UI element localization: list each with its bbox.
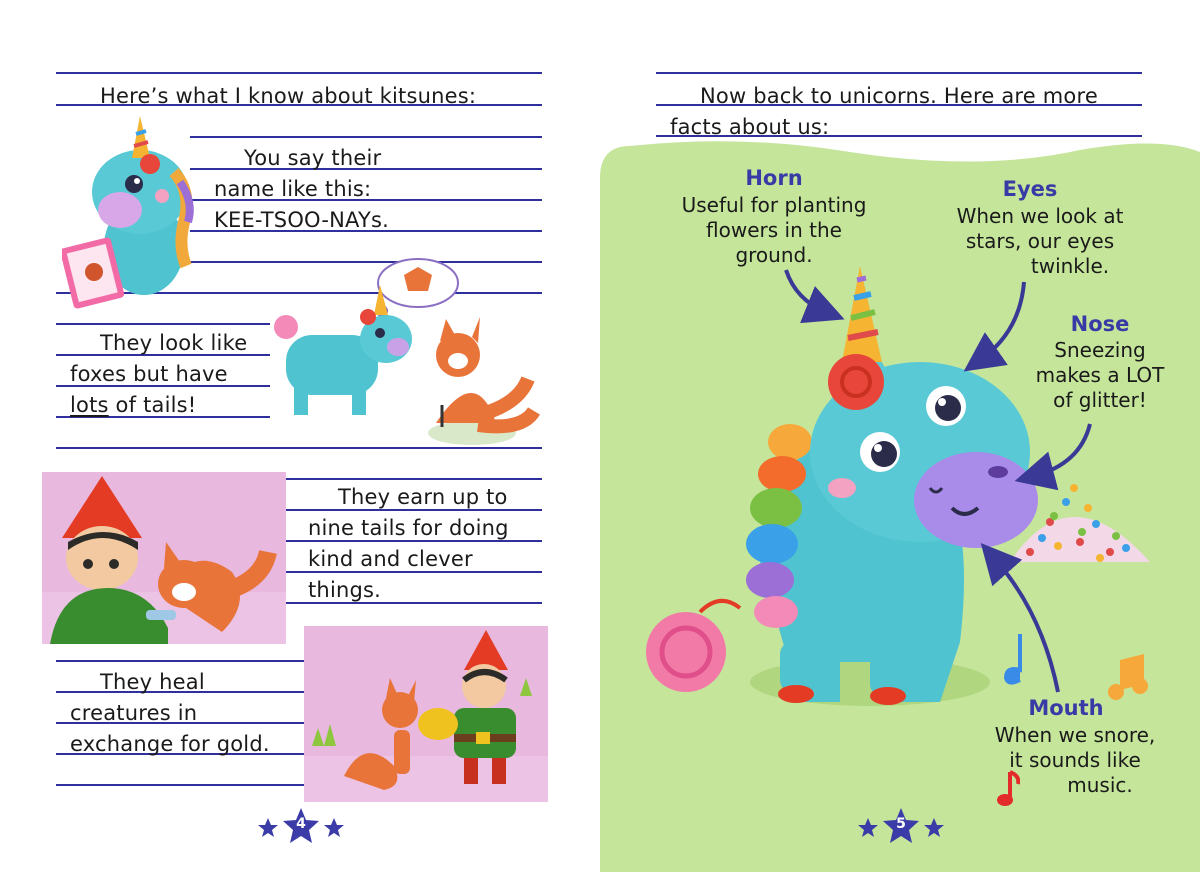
nose-arrow bbox=[1034, 424, 1090, 476]
unicorn-fox-illustration bbox=[268, 255, 548, 475]
page-number-badge bbox=[256, 806, 346, 846]
gnome-gold-panel bbox=[304, 626, 548, 802]
eyes-label-line1: When we look at bbox=[956, 204, 1124, 228]
eyes-label-line3: twinkle. bbox=[1030, 254, 1110, 278]
fact-heal-line1: They heal bbox=[100, 670, 205, 694]
eyes-label-title: Eyes bbox=[1002, 177, 1058, 201]
mouth-label-line1: When we snore, bbox=[994, 723, 1156, 747]
rule-line bbox=[190, 136, 542, 138]
kitsune-intro: Here’s what I know about kitsunes: bbox=[100, 84, 477, 108]
horn-label-line1: Useful for planting bbox=[681, 193, 867, 217]
page-number: 5 bbox=[896, 816, 906, 832]
horn-label-line2: flowers in the bbox=[706, 218, 842, 242]
emphasis-word: lots bbox=[70, 393, 109, 417]
music-note-icon bbox=[996, 770, 1020, 810]
fact-pronunciation-line1: You say their bbox=[244, 146, 382, 170]
rule-line bbox=[56, 660, 304, 662]
fact-pronunciation-line3: KEE-TSOO-NAYs. bbox=[214, 208, 390, 232]
fact-pronunciation-line2: name like this: bbox=[214, 177, 372, 201]
nose-label-line3: of glitter! bbox=[1053, 388, 1147, 412]
fact-looks-line2: foxes but have bbox=[70, 362, 228, 386]
rule-line bbox=[56, 323, 270, 325]
unicorn-reading-illustration bbox=[62, 112, 202, 312]
nose-label-line1: Sneezing bbox=[1054, 338, 1146, 362]
mouth-arrow bbox=[994, 558, 1058, 692]
nose-label-line2: makes a LOT bbox=[1035, 363, 1165, 387]
unicorn-intro-line1: Now back to unicorns. Here are more bbox=[700, 84, 1098, 108]
fact-looks-line1: They look like bbox=[100, 331, 248, 355]
mouth-label-line3: music. bbox=[1067, 773, 1133, 797]
horn-label-line3: ground. bbox=[735, 243, 813, 267]
eyes-arrow bbox=[980, 282, 1024, 360]
fact-heal-line2: creatures in bbox=[70, 701, 198, 725]
horn-arrow bbox=[786, 270, 826, 312]
unicorn-intro-line2: facts about us: bbox=[670, 115, 830, 139]
fact-heal-line3: exchange for gold. bbox=[70, 732, 270, 756]
fact-looks-line3: lots of tails! bbox=[70, 393, 197, 417]
rule-line bbox=[56, 72, 542, 74]
page-number-badge bbox=[856, 806, 946, 846]
rule-line bbox=[286, 478, 542, 480]
mouth-label-title: Mouth bbox=[1028, 696, 1104, 720]
gnome-fox-panel bbox=[42, 472, 286, 644]
right-page bbox=[600, 0, 1200, 872]
horn-label-title: Horn bbox=[745, 166, 803, 190]
fact-earn-line1: They earn up to bbox=[338, 485, 508, 509]
fact-earn-line4: things. bbox=[308, 578, 382, 602]
eyes-label-line2: stars, our eyes bbox=[965, 229, 1115, 253]
nose-label-title: Nose bbox=[1070, 312, 1130, 336]
fact-earn-line2: nine tails for doing bbox=[308, 516, 509, 540]
rule-line bbox=[56, 784, 304, 786]
page-number: 4 bbox=[296, 816, 306, 832]
fact-earn-line3: kind and clever bbox=[308, 547, 473, 571]
mouth-label-line2: it sounds like bbox=[1009, 748, 1141, 772]
